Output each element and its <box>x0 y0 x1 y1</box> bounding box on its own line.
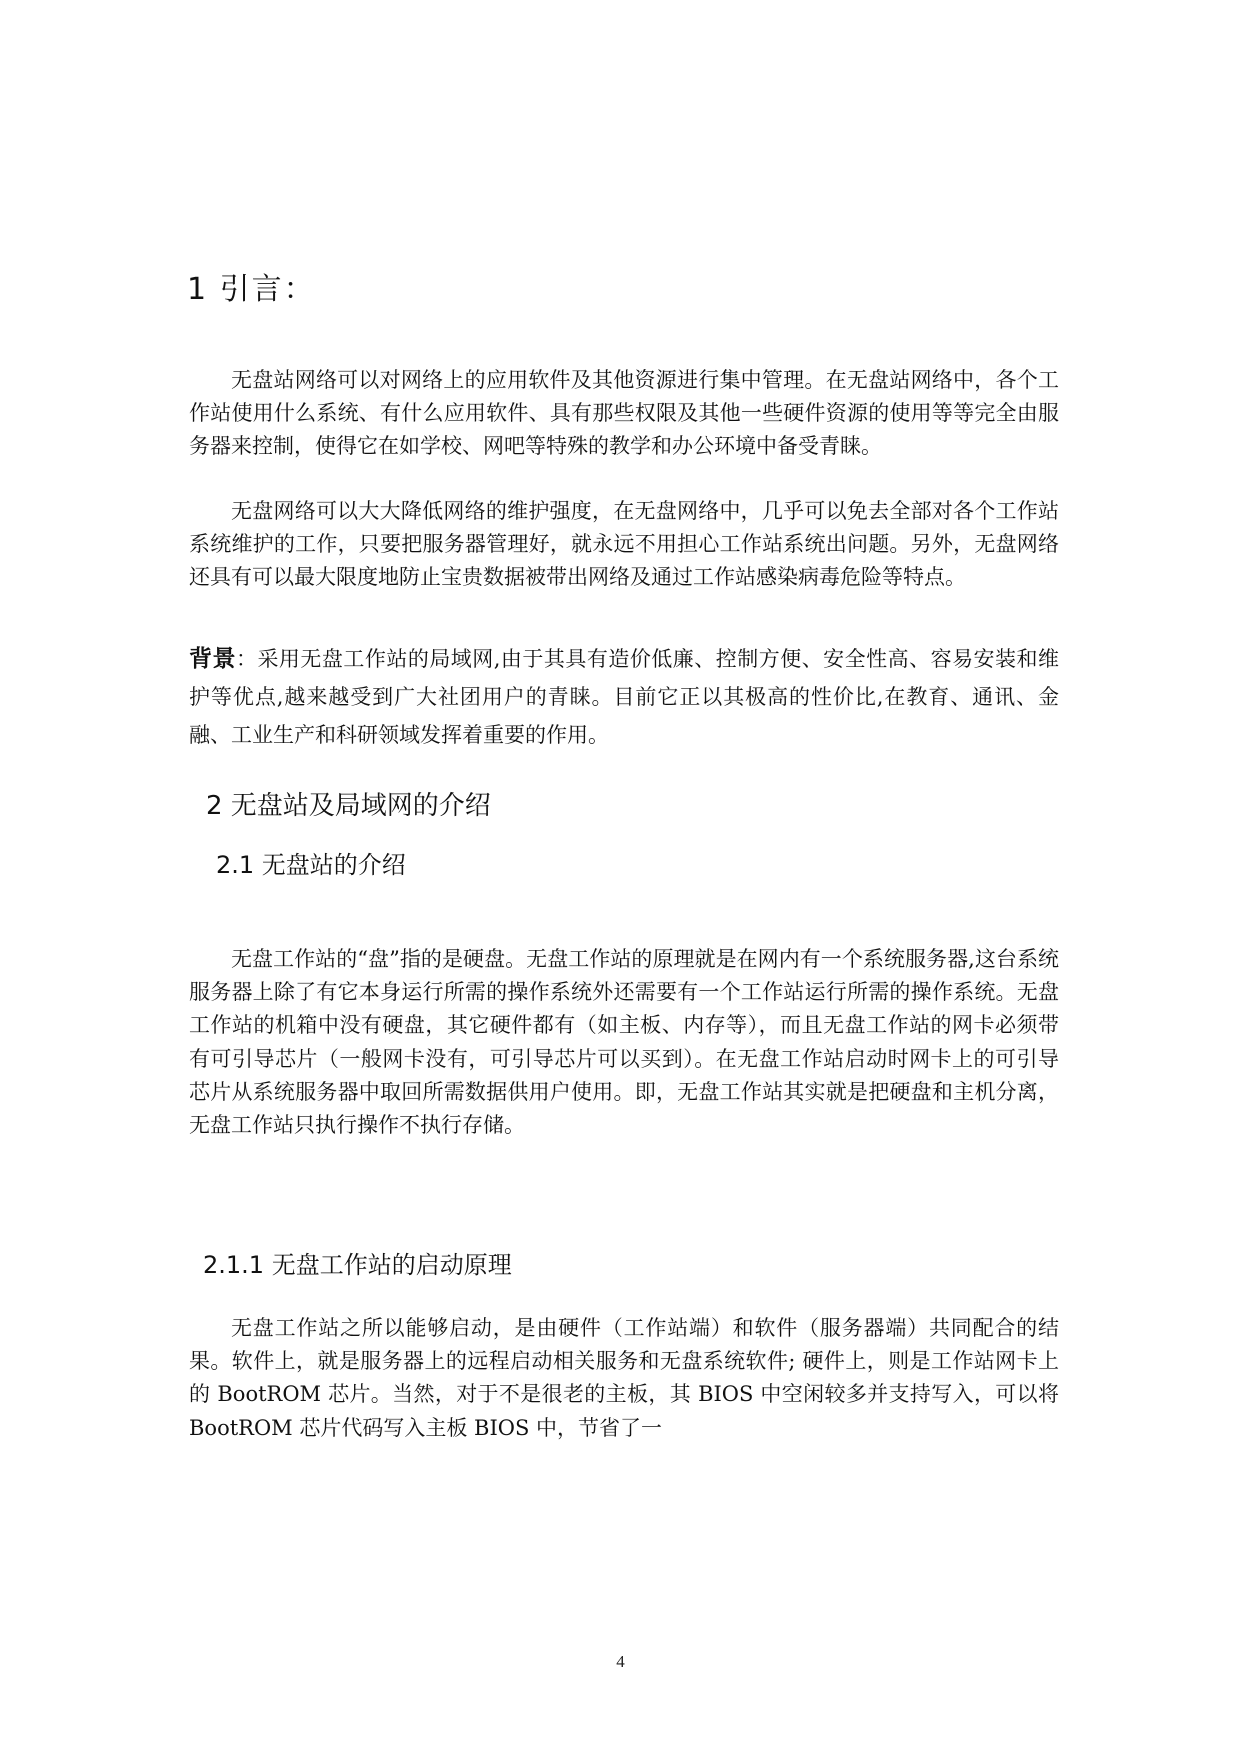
intro-paragraph-2: 无盘网络可以大大降低网络的维护强度，在无盘网络中，几乎可以免去全部对各个工作站系统维护的工作，只要把服务器管理好，就永远不用担心工作站系统出问题。另外，无盘网络还具有可以最大限度地防止宝贵数据被带出网络及通过工作站感染病毒危险等特点。 <box>189 499 1059 590</box>
section-heading-2: 2 无盘站及局域网的介绍 <box>206 791 491 821</box>
background-paragraph <box>189 640 1059 754</box>
section-heading-2-1-1: 2.1.1 无盘工作站的启动原理 <box>203 1251 512 1279</box>
background-text: 采用无盘工作站的局域网,由于其具有造价低廉、控制方便、安全性高、容易安装和维护等优点,越来越受到广大社团用户的青睐。目前它正以其极高的性价比,在教育、通讯、金融、工业生产和科研领域发挥着重要的作用。 <box>189 647 1060 747</box>
section-heading-intro: 1 引言： <box>187 272 316 307</box>
background-label: 背景 <box>189 646 236 672</box>
section-heading-2-1: 2.1 无盘站的介绍 <box>216 851 406 879</box>
section-2-1-paragraph: 无盘工作站的“盘”指的是硬盘。无盘工作站的原理就是在网内有一个系统服务器,这台系统服务器上除了有它本身运行所需的操作系统外还需要有一个工作站运行所需的操作系统。无盘工作站的机箱中没有硬盘，其它硬件都有（如主板、内存等），而且无盘工作站的网卡必须带有可引导芯片（一般网卡没有，可引导芯片可以买到）。在无盘工作站启动时网卡上的可引导芯片从系统服务器中取回所需数据供用户使用。即，无盘工作站其实就是把硬盘和主机分离，无盘工作站只执行操作不执行存储。 <box>189 947 1059 1138</box>
background-colon: ： <box>235 647 258 671</box>
page-number: 4 <box>616 1652 625 1671</box>
section-2-1-1-paragraph: 无盘工作站之所以能够启动，是由硬件（工作站端）和软件（服务器端）共同配合的结果。软件上，就是服务器上的远程启动相关服务和无盘系统软件; 硬件上，则是工作站网卡上的 BootROM 芯片。当然，对于不是很老的主板，其 BIOS 中空闲较多并支持写入，可以将 BootROM 芯片代码写入主板 BIOS 中，节省了一 <box>189 1316 1059 1440</box>
intro-paragraph-1: 无盘站网络可以对网络上的应用软件及其他资源进行集中管理。在无盘站网络中，各个工作站使用什么系统、有什么应用软件、具有那些权限及其他一些硬件资源的使用等等完全由服务器来控制，使得它在如学校、网吧等特殊的教学和办公环境中备受青睐。 <box>189 368 1059 459</box>
